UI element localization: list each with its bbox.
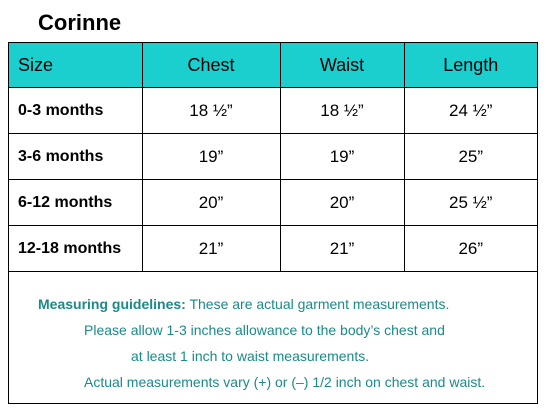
- waist-cell: 21”: [280, 226, 404, 272]
- chest-cell: 20”: [142, 180, 280, 226]
- column-header-length: Length: [404, 43, 537, 88]
- length-cell: 26”: [404, 226, 537, 272]
- size-cell: 3-6 months: [9, 134, 142, 180]
- chest-cell: 19”: [142, 134, 280, 180]
- size-chart-frame: [8, 42, 538, 404]
- waist-cell: 18 ½”: [280, 88, 404, 134]
- length-cell: 25”: [404, 134, 537, 180]
- chest-cell: 21”: [142, 226, 280, 272]
- guidelines-text-1: These are actual garment measurements.: [185, 296, 450, 312]
- chest-cell: 18 ½”: [142, 88, 280, 134]
- guidelines-line-4: Actual measurements vary (+) or (–) 1/2 inch on chest and waist.: [84, 374, 486, 390]
- guidelines-label: Measuring guidelines:: [38, 296, 186, 312]
- guidelines-line-1: [38, 291, 449, 317]
- size-chart-table: [9, 43, 537, 272]
- column-header-waist: Waist: [280, 43, 404, 88]
- table-header-row: [9, 43, 537, 88]
- length-cell: 25 ½”: [404, 180, 537, 226]
- size-cell: 12-18 months: [9, 226, 142, 272]
- page-title: Corinne: [38, 10, 122, 35]
- table-row: [9, 180, 537, 226]
- size-cell: 0-3 months: [9, 88, 142, 134]
- size-cell: 6-12 months: [9, 180, 142, 226]
- table-row: [9, 226, 537, 272]
- length-cell: 24 ½”: [404, 88, 537, 134]
- table-row: [9, 134, 537, 180]
- column-header-chest: Chest: [142, 43, 280, 88]
- column-header-size: Size: [9, 43, 142, 88]
- measuring-guidelines: [9, 273, 537, 403]
- table-row: [9, 88, 537, 134]
- waist-cell: 19”: [280, 134, 404, 180]
- guidelines-line-2: Please allow 1-3 inches allowance to the body’s chest and: [84, 322, 445, 338]
- guidelines-line-3: at least 1 inch to waist measurements.: [131, 348, 370, 364]
- waist-cell: 20”: [280, 180, 404, 226]
